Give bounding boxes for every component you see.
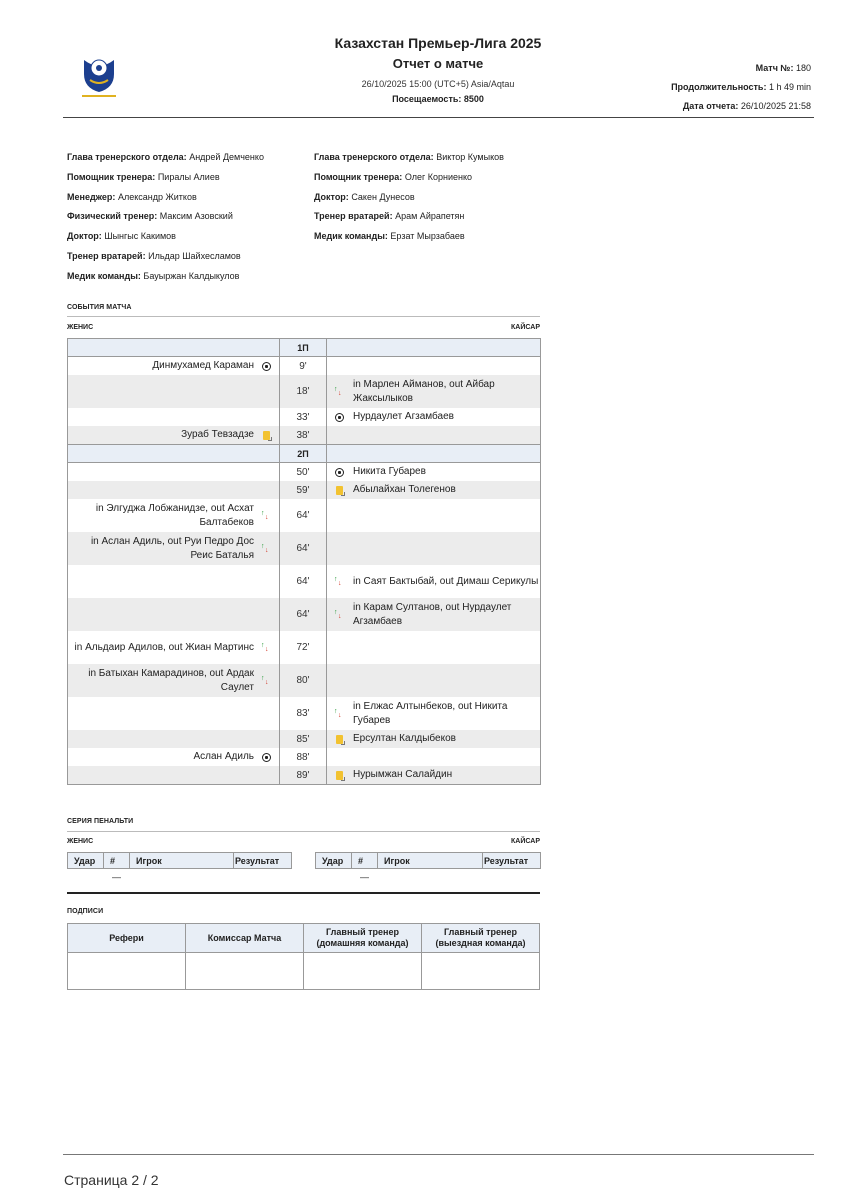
event-row: [68, 631, 541, 664]
event-text: Абылайхан Толегенов: [353, 484, 456, 495]
substitution-icon: ↑ ↓: [261, 509, 269, 521]
staff-row: [67, 191, 264, 211]
sig-col-home-coach: Главный тренер (домашняя команда): [304, 924, 422, 953]
period-header: [68, 339, 541, 357]
event-minute: 33': [280, 408, 327, 426]
event-text: in Марлен Айманов, out Айбар Жаксылыков: [353, 378, 495, 404]
match-meta: [671, 62, 811, 119]
substitution-icon: ↑ ↓: [334, 385, 342, 397]
event-text: Ерсултан Калдыбеков: [353, 733, 456, 744]
pen-col-result: Результат: [234, 853, 292, 869]
event-row: [68, 463, 541, 482]
goal-icon: [261, 752, 271, 762]
events-section-title: СОБЫТИЯ МАТЧА: [67, 304, 132, 311]
event-row: [68, 499, 541, 532]
staff-role: Медик команды:: [314, 231, 388, 242]
yellow-card-icon: [334, 770, 344, 780]
attendance-label: Посещаемость:: [392, 94, 462, 104]
events-home-team: ЖЕНИС: [67, 324, 94, 331]
staff-row: [314, 210, 504, 230]
sig-away-coach-box: [422, 953, 540, 990]
pen-col-result: Результат: [483, 853, 541, 869]
goal-icon: [261, 361, 271, 371]
event-text: in Елжас Алтынбеков, out Никита Губарев: [353, 700, 508, 726]
penalties-section-divider: [67, 831, 540, 832]
duration-label: Продолжительность:: [671, 82, 767, 92]
pen-col-player: Игрок: [378, 853, 483, 869]
event-row: [68, 408, 541, 426]
page-number: Страница 2 / 2: [64, 1172, 159, 1188]
event-minute: 83': [280, 697, 327, 730]
staff-name: Сакен Дунесов: [351, 191, 415, 202]
signatures-table: [67, 923, 540, 990]
staff-row: [314, 230, 504, 250]
period-label: 2П: [280, 445, 327, 463]
signatures-section-title: ПОДПИСИ: [67, 908, 104, 915]
substitution-icon: ↑ ↓: [261, 674, 269, 686]
staff-row: [314, 151, 504, 171]
event-minute: 38': [280, 426, 327, 445]
duration-value: 1 h 49 min: [768, 82, 811, 92]
staff-name: Ильдар Шайхесламов: [148, 250, 241, 261]
yellow-card-icon: [334, 734, 344, 744]
event-text: Никита Губарев: [353, 466, 426, 477]
event-minute: 85': [280, 730, 327, 748]
sig-col-away-coach: Главный тренер (выездная команда): [422, 924, 540, 953]
staff-name: Ерзат Мырзабаев: [390, 231, 465, 242]
staff-role: Доктор:: [67, 231, 102, 242]
penalties-bottom-rule: [67, 892, 540, 894]
pen-empty-mark: —: [112, 872, 121, 882]
attendance-value: 8500: [463, 94, 484, 104]
pen-col-number: #: [352, 853, 378, 869]
event-text: Нурдаулет Агзамбаев: [353, 411, 454, 422]
home-penalties-table: [67, 852, 292, 885]
staff-name: Бауыржан Калдыкулов: [143, 270, 240, 281]
event-minute: 64': [280, 565, 327, 598]
staff-name: Пиралы Алиев: [157, 171, 220, 182]
event-minute: 18': [280, 375, 327, 408]
event-text: in Элгуджа Лобжанидзе, out Асхат Балтабеков: [95, 502, 254, 528]
staff-row: [67, 270, 264, 290]
sig-home-coach-box: [304, 953, 422, 990]
event-text: in Аслан Адиль, out Руи Педро Дос Реис Баталья: [90, 535, 254, 561]
staff-role: Медик команды:: [67, 270, 141, 281]
event-minute: 59': [280, 481, 327, 499]
event-text: in Саят Бактыбай, out Димаш Серикулы: [353, 575, 539, 587]
staff-name: Шынгыс Какимов: [104, 231, 176, 242]
penalties-away-team: КАЙСАР: [511, 838, 540, 845]
events-away-team: КАЙСАР: [511, 324, 540, 331]
event-row: [68, 357, 541, 376]
substitution-icon: ↑ ↓: [334, 575, 342, 587]
event-text: Динмухамед Караман: [152, 360, 254, 371]
event-row: [68, 730, 541, 748]
staff-role: Тренер вратарей:: [314, 211, 393, 222]
event-minute: 80': [280, 664, 327, 697]
event-row: [68, 375, 541, 408]
event-row: [68, 481, 541, 499]
staff-row: [67, 151, 264, 171]
substitution-icon: ↑ ↓: [261, 641, 269, 653]
event-text: Нурымжан Салайдин: [353, 769, 453, 780]
league-title: Казахстан Премьер-Лига 2025: [334, 35, 542, 51]
staff-name: Виктор Кумыков: [436, 152, 504, 162]
event-minute: 72': [280, 631, 327, 664]
staff-role: Менеджер:: [67, 191, 116, 202]
sig-referee-box: [68, 953, 186, 990]
header-divider: [63, 117, 814, 118]
staff-row: [314, 191, 504, 211]
staff-row: [67, 250, 264, 270]
staff-name: Максим Азовский: [159, 211, 233, 222]
sig-commissioner-box: [186, 953, 304, 990]
event-minute: 64': [280, 499, 327, 532]
match-no-value: 180: [795, 63, 811, 73]
event-minute: 64': [280, 532, 327, 565]
event-row: [68, 565, 541, 598]
event-minute: 9': [280, 357, 327, 376]
staff-name: Андрей Демченко: [189, 152, 264, 162]
event-text: Аслан Адиль: [193, 751, 254, 762]
sig-col-commissioner: Комиссар Матча: [186, 924, 304, 953]
report-title: Отчет о матче: [392, 56, 484, 71]
event-row: [68, 426, 541, 445]
yellow-card-icon: [261, 430, 271, 440]
match-datetime: 26/10/2025 15:00 (UTC+5) Asia/Aqtau: [361, 79, 515, 89]
staff-role: Физический тренер:: [67, 211, 158, 222]
event-minute: 50': [280, 463, 327, 482]
pen-empty-mark: —: [360, 872, 369, 882]
event-row: [68, 748, 541, 766]
penalties-home-team: ЖЕНИС: [67, 838, 94, 845]
footer-divider: [63, 1154, 814, 1155]
substitution-icon: ↑ ↓: [334, 707, 342, 719]
staff-role: Глава тренерского отдела:: [314, 152, 434, 162]
event-minute: 89': [280, 766, 327, 785]
staff-role: Доктор:: [314, 191, 349, 202]
report-date-value: 26/10/2025 21:58: [740, 101, 811, 111]
staff-row: [67, 210, 264, 230]
events-section-divider: [67, 316, 540, 317]
goal-icon: [334, 412, 344, 422]
pen-col-player: Игрок: [130, 853, 234, 869]
staff-role: Глава тренерского отдела:: [67, 152, 187, 162]
away-penalties-table: [315, 852, 541, 885]
staff-role: Тренер вратарей:: [67, 250, 146, 261]
event-text: in Карам Султанов, out Нурдаулет Агзамбаев: [353, 601, 512, 627]
staff-role: Помощник тренера:: [67, 171, 156, 182]
event-row: [68, 598, 541, 631]
pen-col-number: #: [104, 853, 130, 869]
sig-col-referee: Рефери: [68, 924, 186, 953]
staff-name: Александр Житков: [117, 191, 197, 202]
event-row: [68, 664, 541, 697]
staff-row: [67, 171, 264, 191]
substitution-icon: ↑ ↓: [261, 542, 269, 554]
substitution-icon: ↑ ↓: [334, 608, 342, 620]
league-logo: [78, 52, 120, 100]
report-date-label: Дата отчета:: [682, 101, 739, 111]
attendance: [300, 93, 576, 105]
event-text: in Альдаир Адилов, out Жиан Мартинс: [74, 641, 254, 653]
period-header: [68, 445, 541, 463]
penalties-section-title: СЕРИЯ ПЕНАЛЬТИ: [67, 818, 134, 825]
home-staff-list: [67, 151, 264, 290]
staff-name: Олег Корниенко: [404, 171, 473, 182]
away-staff-list: [314, 151, 504, 250]
yellow-card-icon: [334, 485, 344, 495]
event-row: [68, 697, 541, 730]
match-events-table: [67, 338, 541, 785]
pen-col-shot: Удар: [316, 853, 352, 869]
event-text: Зураб Тевзадзе: [181, 429, 254, 440]
pen-col-shot: Удар: [68, 853, 104, 869]
staff-row: [67, 230, 264, 250]
staff-name: Арам Айрапетян: [395, 211, 465, 222]
event-text: in Батыхан Камарадинов, out Ардак Саулет: [88, 667, 254, 693]
goal-icon: [334, 467, 344, 477]
staff-role: Помощник тренера:: [314, 171, 403, 182]
event-row: [68, 766, 541, 785]
staff-row: [314, 171, 504, 191]
event-row: [68, 532, 541, 565]
period-label: 1П: [280, 339, 327, 357]
event-minute: 88': [280, 748, 327, 766]
match-no-label: Матч №:: [755, 63, 794, 73]
event-minute: 64': [280, 598, 327, 631]
